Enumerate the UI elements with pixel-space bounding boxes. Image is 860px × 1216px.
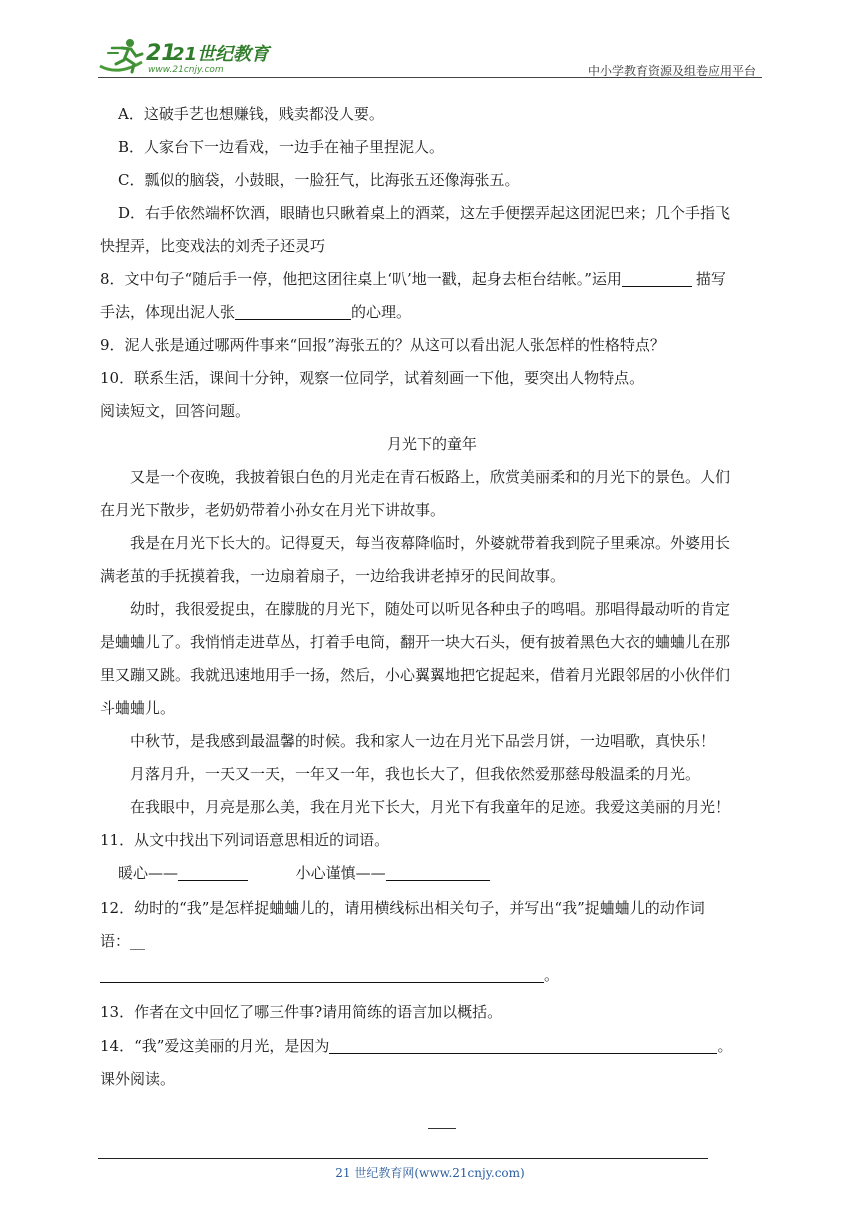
passage-p4: 中秋节，是我感到最温馨的时候。我和家人一边在月光下品尝月饼，一边唱歌，真快乐！ bbox=[130, 732, 716, 750]
question-12-answer-line bbox=[100, 956, 764, 994]
answer-blank[interactable] bbox=[386, 864, 490, 881]
question-8-line2 bbox=[100, 296, 764, 329]
passage-p6: 在我眼中，月亮是那么美，我在月光下长大，月光下有我童年的足迹。我爱这美丽的月光！ bbox=[130, 798, 731, 816]
question-11-answers bbox=[100, 857, 764, 890]
question-12-line1: 12．幼时的“我”是怎样捉蛐蛐儿的，请用横线标出相关句子，并写出“我”捉蛐蛐儿的动作词 bbox=[100, 899, 705, 917]
question-14 bbox=[100, 1030, 764, 1063]
option-a: A．这破手艺也想赚钱，贱卖都没人要。 bbox=[118, 105, 384, 123]
passage-title: 月光下的童年 bbox=[386, 435, 477, 453]
question-12-line2: 语：__ bbox=[100, 932, 146, 950]
option-d-line2: 快捏弄，比变戏法的刘秃子还灵巧 bbox=[100, 237, 326, 255]
passage-p1-line1: 又是一个夜晚，我披着银白色的月光走在青石板路上，欣赏美丽柔和的月光下的景色。人们 bbox=[130, 468, 731, 486]
question-11: 11．从文中找出下列词语意思相近的词语。 bbox=[100, 831, 390, 849]
platform-name: 中小学教育资源及组卷应用平台 bbox=[587, 64, 756, 78]
document-body bbox=[100, 98, 764, 1096]
footer-site-link[interactable]: 21 世纪教育网(www.21cnjy.com) bbox=[335, 1166, 525, 1180]
question-9: 9．泥人张是通过哪两件事来“回报”海张五的？从这可以看出泥人张怎样的性格特点？ bbox=[100, 336, 665, 354]
word-2-label: 小心谨慎—— bbox=[295, 864, 386, 882]
word-1-label: 暖心—— bbox=[118, 864, 179, 882]
answer-blank[interactable] bbox=[235, 303, 351, 320]
answer-blank[interactable] bbox=[100, 966, 544, 983]
option-d-line1: D．右手依然端杯饮酒，眼睛也只瞅着桌上的酒菜，这左手便摆弄起这团泥巴来；几个手指飞 bbox=[118, 204, 731, 222]
question-8-text-d: 的心理。 bbox=[351, 303, 412, 321]
passage-p5: 月落月升，一天又一天，一年又一年，我也长大了，但我依然爱那慈母般温柔的月光。 bbox=[130, 765, 701, 783]
header-divider bbox=[98, 77, 762, 78]
footer-dash bbox=[428, 1128, 456, 1129]
reading-instruction: 阅读短文，回答问题。 bbox=[100, 402, 251, 420]
period: 。 bbox=[717, 1037, 733, 1055]
question-13: 13．作者在文中回忆了哪三件事?请用简练的语言加以概括。 bbox=[100, 1003, 503, 1021]
question-8-text-a: 8．文中句子“随后手一停，他把这团往桌上‘叭’地一戳，起身去柜台结帐。”运用 bbox=[100, 270, 622, 288]
passage-p3-line3: 里又蹦又跳。我就迅速地用手一扬，然后，小心翼翼地把它捉起来，借着月光跟邻居的小伙伴们 bbox=[100, 666, 731, 684]
answer-blank[interactable] bbox=[622, 270, 692, 287]
passage-p2-line2: 满老茧的手抚摸着我，一边扇着扇子，一边给我讲老掉牙的民间故事。 bbox=[100, 567, 566, 585]
brand-logo bbox=[98, 36, 278, 74]
runner-logo-icon bbox=[98, 36, 278, 76]
answer-blank[interactable] bbox=[329, 1037, 717, 1054]
svg-text:www.21cnjy.com: www.21cnjy.com bbox=[148, 65, 224, 75]
passage-p3-line1: 幼时，我很爱捉虫，在朦胧的月光下，随处可以听见各种虫子的鸣唱。那唱得最动听的肯定 bbox=[130, 600, 731, 618]
svg-text:21: 21 bbox=[146, 41, 177, 66]
option-b: B．人家台下一边看戏，一边手在袖子里捏泥人。 bbox=[118, 138, 445, 156]
question-8-text-c: 手法，体现出泥人张 bbox=[100, 303, 236, 321]
option-c: C．瓢似的脑袋，小鼓眼，一脸狂气，比海张五还像海张五。 bbox=[118, 171, 520, 189]
svg-text:21世纪教育: 21世纪教育 bbox=[172, 44, 270, 65]
passage-p2-line1: 我是在月光下长大的。记得夏天，每当夜幕降临时，外婆就带着我到院子里乘凉。外婆用长 bbox=[130, 534, 731, 552]
page-header bbox=[98, 30, 760, 80]
question-10: 10．联系生活，课间十分钟，观察一位同学，试着刻画一下他，要突出人物特点。 bbox=[100, 369, 645, 387]
question-8-text-b: 描写 bbox=[695, 270, 726, 288]
answer-blank[interactable] bbox=[178, 864, 248, 881]
passage-p3-line2: 是蛐蛐儿了。我悄悄走进草丛，打着手电筒，翻开一块大石头，便有披着黑色大衣的蛐蛐儿在那 bbox=[100, 633, 731, 651]
period: 。 bbox=[544, 966, 560, 984]
question-8-line1 bbox=[100, 263, 764, 296]
extra-reading: 课外阅读。 bbox=[100, 1070, 176, 1088]
question-14-text: 14．“我”爱这美丽的月光，是因为 bbox=[100, 1037, 330, 1055]
passage-p1-line2: 在月光下散步，老奶奶带着小孙女在月光下讲故事。 bbox=[100, 501, 446, 519]
passage-p3-line4: 斗蛐蛐儿。 bbox=[100, 699, 176, 717]
footer-divider bbox=[98, 1158, 708, 1159]
